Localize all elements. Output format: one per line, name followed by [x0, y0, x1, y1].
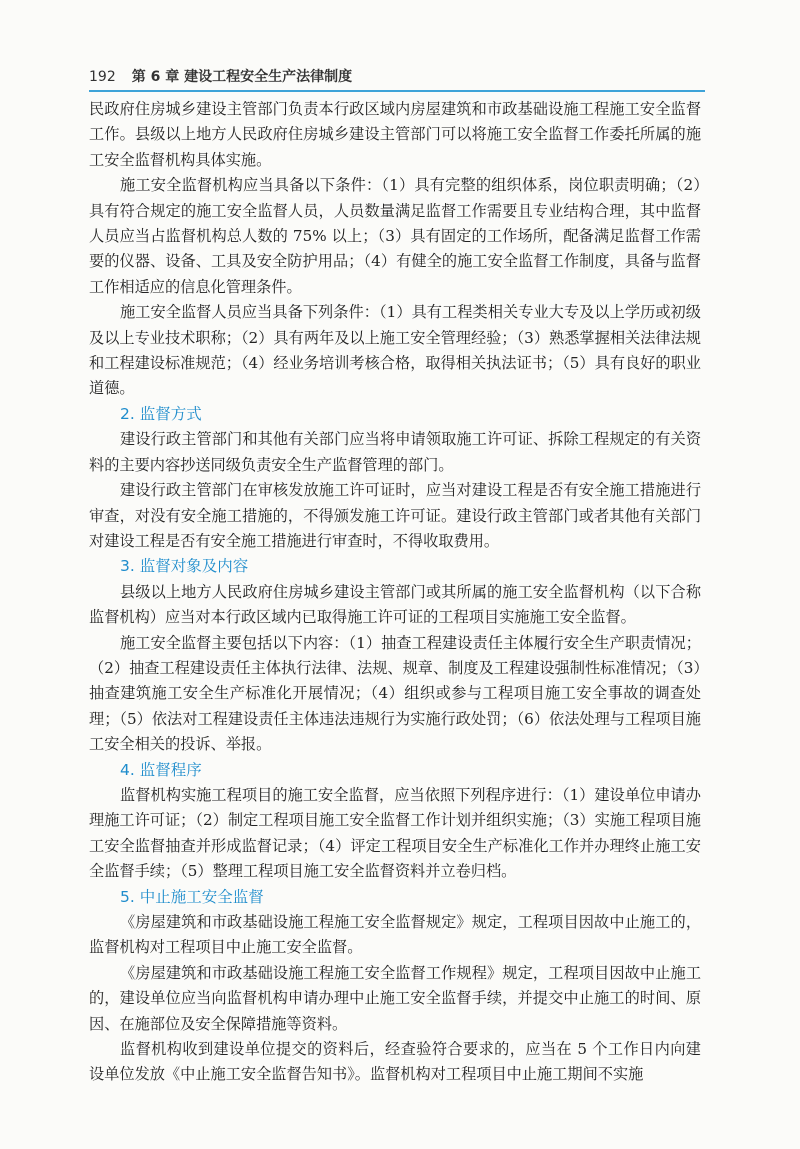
paragraph-suspension-rule: 《房屋建筑和市政基础设施工程施工安全监督规定》规定，工程项目因故中止施工的，监督机构对工程项目中止施工安全监督。 [89, 913, 701, 957]
page-number: 192 [89, 69, 116, 85]
section-heading-supervision-procedure: 4. 监督程序 [120, 760, 202, 779]
section-heading-supervision-objects: 3. 监督对象及内容 [120, 557, 249, 576]
page-body [89, 97, 701, 1088]
header-rule [89, 90, 705, 92]
section-heading-supervision-method: 2. 监督方式 [120, 404, 202, 423]
paragraph-permit-review: 建设行政主管部门在审核发放施工许可证时，应当对建设工程是否有安全施工措施进行审查，对没有安全施工措施的，不得颁发施工许可证。建设行政主管部门或者其他有关部门对建设工程是否有安全施工措施进行审查时，不得收取费用。 [89, 481, 701, 550]
paragraph-continued: 民政府住房城乡建设主管部门负责本行政区域内房屋建筑和市政基础设施工程施工安全监督工作。县级以上地方人民政府住房城乡建设主管部门可以将施工安全监督工作委托所属的施工安全监督机构具体实施。 [89, 100, 701, 169]
paragraph-suspension-notice: 监督机构收到建设单位提交的资料后，经查验符合要求的，应当在 5 个工作日内向建设单位发放《中止施工安全监督告知书》。监督机构对工程项目中止施工期间不实施 [89, 1040, 701, 1084]
paragraph-supervisor-conditions: 施工安全监督人员应当具备下列条件：（1）具有工程类相关专业大专及以上学历或初级及以上专业技术职称；（2）具有两年及以上施工安全管理经验；（3）熟悉掌握相关法律法规和工程建设标准规范；（4）经业务培训考核合格，取得相关执法证书；（5）具有良好的职业道德。 [89, 303, 701, 398]
paragraph-supervision-scope: 县级以上地方人民政府住房城乡建设主管部门或其所属的施工安全监督机构（以下合称监督机构）应当对本行政区域内已取得施工许可证的工程项目实施施工安全监督。 [89, 582, 701, 627]
section-heading-suspension: 5. 中止施工安全监督 [120, 887, 264, 906]
chapter-number: 第 6 章 [131, 69, 180, 85]
paragraph-suspension-procedure: 《房屋建筑和市政基础设施工程施工安全监督工作规程》规定，工程项目因故中止施工的，建设单位应当向监督机构申请办理中止施工安全监督手续，并提交中止施工的时间、原因、在施部位及安全保障措施等资料。 [89, 963, 701, 1033]
chapter-label [132, 66, 352, 86]
paragraph-materials-copy: 建设行政主管部门和其他有关部门应当将申请领取施工许可证、拆除工程规定的有关资料的主要内容抄送同级负责安全生产监督管理的部门。 [89, 430, 701, 474]
paragraph-procedure-steps: 监督机构实施工程项目的施工安全监督，应当依照下列程序进行：（1）建设单位申请办理施工许可证；（2）制定工程项目施工安全监督工作计划并组织实施；（3）实施工程项目施工安全监督抽查并形成监督记录；（4）评定工程项目安全生产标准化工作并办理终止施工安全监督手续；（5）整理工程项目施工安全监督资料并立卷归档。 [89, 785, 701, 881]
paragraph-supervision-agency-conditions: 施工安全监督机构应当具备以下条件：（1）具有完整的组织体系，岗位职责明确；（2）具有符合规定的施工安全监督人员，人员数量满足监督工作需要且专业结构合理，其中监督人员应当占监督机构总人数的 75% 以上；（3）具有固定的工作场所，配备满足监督工作需要的仪器、设备、工具及安全防护用品；（4）有健全的施工安全监督工作制度，具备与监督工作相适应的信息化管理条件。 [89, 176, 701, 296]
chapter-title: 建设工程安全生产法律制度 [184, 69, 353, 85]
running-header [89, 66, 352, 86]
paragraph-supervision-contents: 施工安全监督主要包括以下内容：（1）抽查工程建设责任主体履行安全生产职责情况；（2）抽查工程建设责任主体执行法律、法规、规章、制度及工程建设强制性标准情况；（3）抽查建筑施工安全生产标准化开展情况；（4）组织或参与工程项目施工安全事故的调查处理；（5）依法对工程建设责任主体违法违规行为实施行政处罚；（6）依法处理与工程项目施工安全相关的投诉、举报。 [89, 633, 701, 754]
